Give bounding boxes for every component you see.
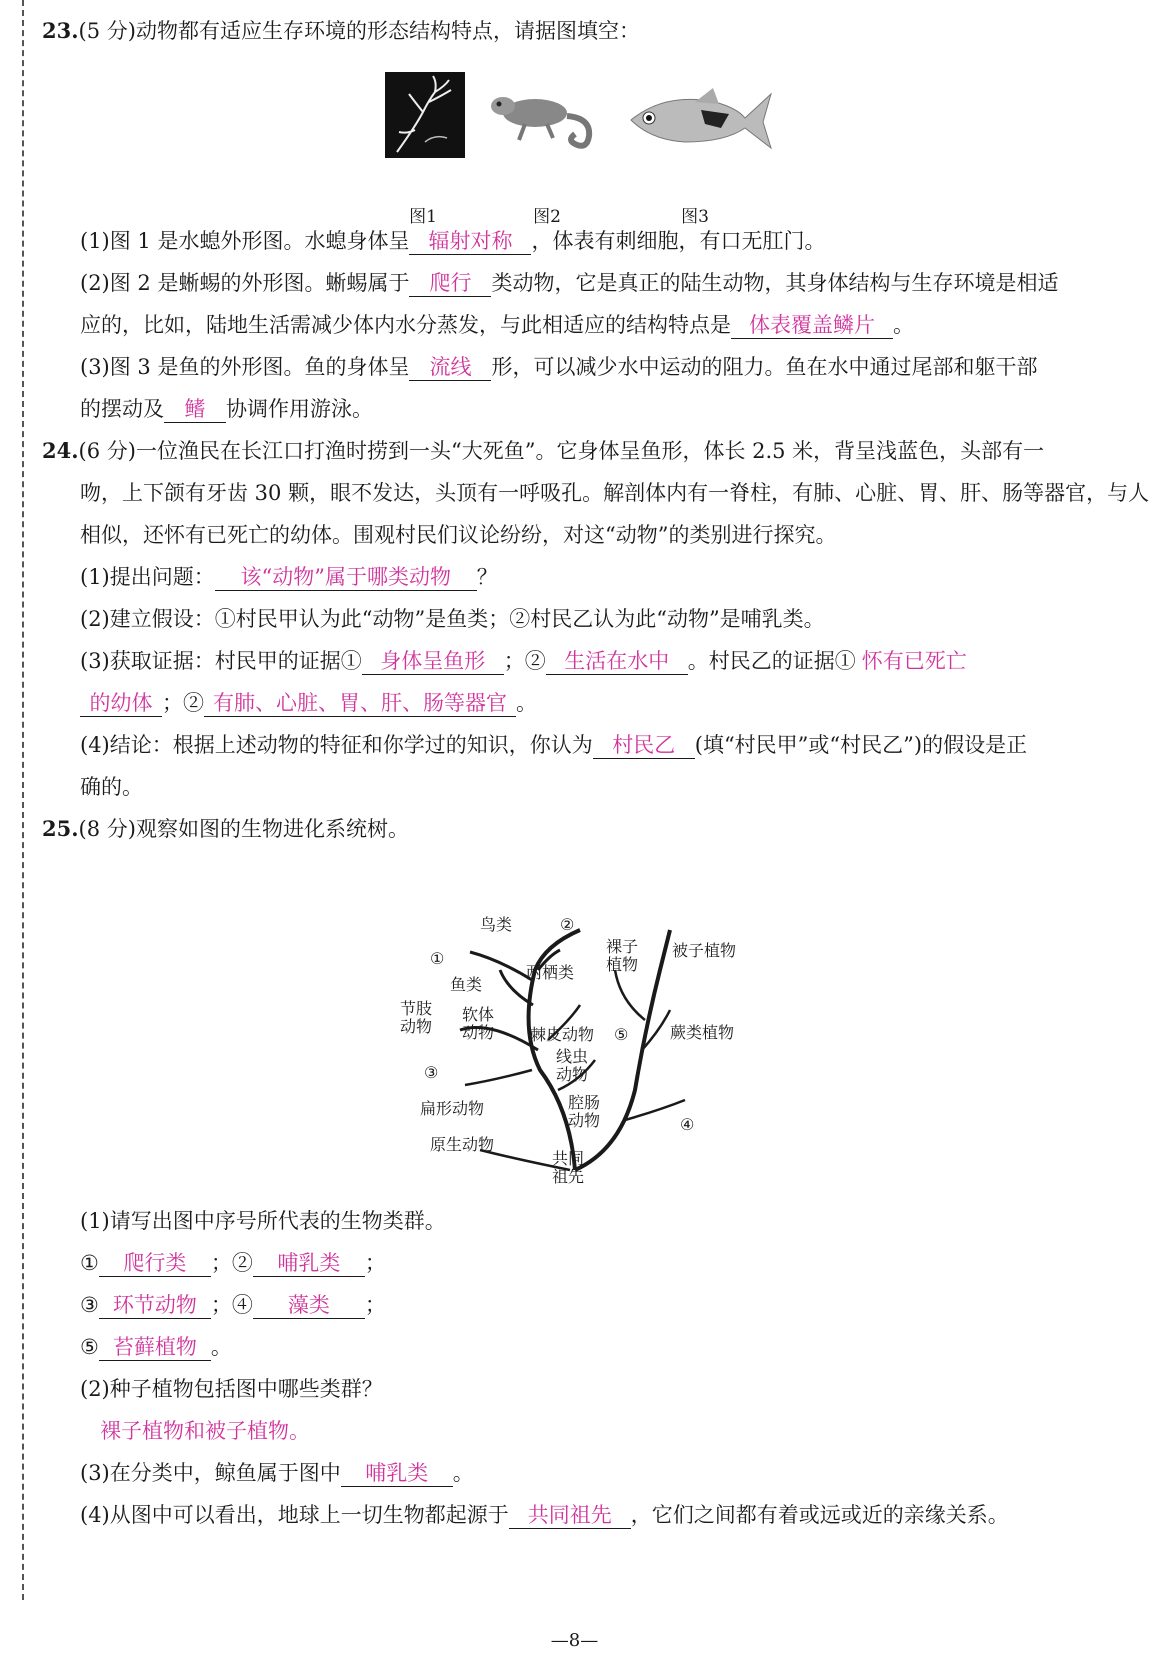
- tree-label-echino: 棘皮动物: [530, 1025, 595, 1044]
- tree-label-n2: ②: [560, 915, 575, 934]
- q24-part3-line1: (3)获取证据：村民甲的证据① 身体呈鱼形 ；② 生活在水中 。村民乙的证据① 怀有已死亡: [80, 646, 1089, 676]
- q25-part1-row1: ① 爬行类 ；② 哺乳类 ；: [80, 1251, 386, 1275]
- q24-answer-1: 该“动物”属于哪类动物: [215, 564, 477, 591]
- tree-label-nema2: 动物: [556, 1065, 589, 1084]
- q24-answer-4b: 的幼体: [80, 690, 162, 717]
- fig2-caption: 图2: [533, 207, 561, 227]
- q24-answer-6: 村民乙: [593, 732, 695, 759]
- tree-label-fish: 鱼类: [450, 975, 483, 994]
- q24-stem-line3: 相似，还怀有已死亡的幼体。围观村民们议论纷纷，对这“动物”的类别进行探究。: [80, 523, 837, 547]
- q24-answer-3: 生活在水中: [546, 648, 688, 675]
- q23-figures: [385, 64, 815, 227]
- fig1-caption: 图1: [409, 207, 437, 227]
- q24-answer-5: 有肺、心脏、胃、肝、肠等器官: [204, 690, 516, 717]
- q24-part2: (2)建立假设：①村民甲认为此“动物”是鱼类；②村民乙认为此“动物”是哺乳类。: [80, 607, 825, 631]
- q23-answer-2: 爬行: [409, 270, 491, 297]
- q23-part1: (1)图 1 是水螅外形图。水螅身体呈 辐射对称 ，体表有刺细胞，有口无肛门。: [80, 229, 826, 253]
- tree-label-mollusk1: 软体: [462, 1005, 495, 1024]
- tree-label-flat: 扁形动物: [420, 1099, 485, 1118]
- q23-answer-5: 鳍: [164, 396, 226, 423]
- q24-number: 24.: [42, 438, 79, 463]
- q25-answer-6: 哺乳类: [341, 1460, 453, 1487]
- q25-part3: (3)在分类中，鲸鱼属于图中 哺乳类 。: [80, 1461, 474, 1485]
- q25-answer-1: 爬行类: [99, 1250, 211, 1277]
- tree-label-birds: 鸟类: [480, 915, 513, 934]
- q25-answer-7: 共同祖先: [509, 1502, 631, 1529]
- tree-label-anc2: 祖先: [552, 1167, 585, 1186]
- q25-answer-5: 苔藓植物: [99, 1334, 211, 1361]
- tree-label-nema1: 线虫: [556, 1047, 589, 1066]
- tree-label-angio: 被子植物: [672, 941, 737, 960]
- tree-label-amphibians: 两栖类: [526, 963, 575, 982]
- q23-part2-line2: 应的，比如，陆地生活需减少体内水分蒸发，与此相适应的结构特点是 体表覆盖鳞片 。: [80, 313, 914, 337]
- q24-answer-4a: 怀有已死亡: [861, 649, 967, 673]
- tree-label-anc1: 共同: [552, 1149, 585, 1168]
- q24-part3-line2: 的幼体 ；② 有肺、心脏、胃、肝、肠等器官 。: [80, 688, 1089, 718]
- evolution-tree-diagram: [400, 910, 790, 1200]
- q25-answer-3: 环节动物: [99, 1292, 211, 1319]
- page-number: —8—: [550, 1630, 599, 1651]
- q24-part4-line1: (4)结论：根据上述动物的特征和你学过的知识，你认为 村民乙 (填“村民甲”或“村民乙”)的假设是正: [80, 733, 1028, 757]
- q24-stem-line1: 24.(6 分)一位渔民在长江口打渔时捞到一头“大死鱼”。它身体呈鱼形，体长 2.5 米，背呈浅蓝色，头部有一: [42, 438, 1045, 463]
- tree-label-cnid2: 动物: [568, 1111, 601, 1130]
- lizard-figure: [485, 78, 605, 162]
- tree-label-gymno1: 裸子: [606, 937, 639, 956]
- tree-label-arthro2: 动物: [400, 1017, 433, 1036]
- q23-answer-1: 辐射对称: [409, 228, 531, 255]
- q25-number: 25.: [42, 816, 79, 841]
- binding-margin-line: [22, 0, 24, 1600]
- q23-stem: 23.(5 分)动物都有适应生存环境的形态结构特点，请据图填空：: [42, 18, 640, 43]
- q23-part3-line2: 的摆动及 鳍 协调作用游泳。: [80, 397, 373, 421]
- q24-part4-line2: 确的。: [80, 775, 143, 799]
- q25-part1: (1)请写出图中序号所代表的生物类群。: [80, 1209, 446, 1233]
- q25-answer-2: 哺乳类: [253, 1250, 365, 1277]
- tree-label-proto: 原生动物: [430, 1135, 495, 1154]
- q23-answer-3: 体表覆盖鳞片: [731, 312, 893, 339]
- q24-part1: (1)提出问题： 该“动物”属于哪类动物 ？: [80, 565, 498, 589]
- q23-number: 23.: [42, 18, 79, 43]
- q23-answer-4: 流线: [409, 354, 491, 381]
- tree-label-n4: ④: [680, 1115, 695, 1134]
- q25-stem: 25.(8 分)观察如图的生物进化系统树。: [42, 816, 409, 841]
- q25-part1-row2: ③ 环节动物 ；④ 藻类 ；: [80, 1293, 386, 1317]
- q23-part3-line1: (3)图 3 是鱼的外形图。鱼的身体呈 流线 形，可以减少水中运动的阻力。鱼在水中通过尾部和躯干部: [80, 355, 1038, 379]
- q25-part1-row3: ⑤ 苔藓植物 。: [80, 1335, 232, 1359]
- tree-label-n5: ⑤: [614, 1025, 629, 1044]
- q24-stem-line2: 吻，上下颌有牙齿 30 颗，眼不发达，头顶有一呼吸孔。解剖体内有一脊柱，有肺、心脏、胃、肝、肠等器官，与人: [80, 481, 1149, 505]
- tree-label-n1: ①: [430, 949, 445, 968]
- fig3-caption: 图3: [681, 207, 709, 227]
- fish-figure: [625, 80, 775, 164]
- tree-label-arthro1: 节肢: [400, 999, 433, 1018]
- tree-label-gymno2: 植物: [606, 955, 639, 974]
- q25-answer-4: 藻类: [253, 1292, 365, 1319]
- q25-part2: (2)种子植物包括图中哪些类群？: [80, 1377, 383, 1401]
- q23-part2-line1: (2)图 2 是蜥蜴的外形图。蜥蜴属于 爬行 类动物，它是真正的陆生动物，其身体结构与生存环境是相适: [80, 271, 1059, 295]
- q25-part2-answer: 裸子植物和被子植物。: [100, 1419, 310, 1443]
- tree-label-fern: 蕨类植物: [670, 1023, 735, 1042]
- hydra-figure: [385, 72, 465, 162]
- tree-label-mollusk2: 动物: [462, 1023, 495, 1042]
- tree-label-cnid1: 腔肠: [568, 1093, 601, 1112]
- tree-label-n3: ③: [424, 1063, 439, 1082]
- q24-answer-2: 身体呈鱼形: [362, 648, 504, 675]
- q25-part4: (4)从图中可以看出，地球上一切生物都起源于 共同祖先 ，它们之间都有着或远或近的亲缘关系。: [80, 1503, 1009, 1527]
